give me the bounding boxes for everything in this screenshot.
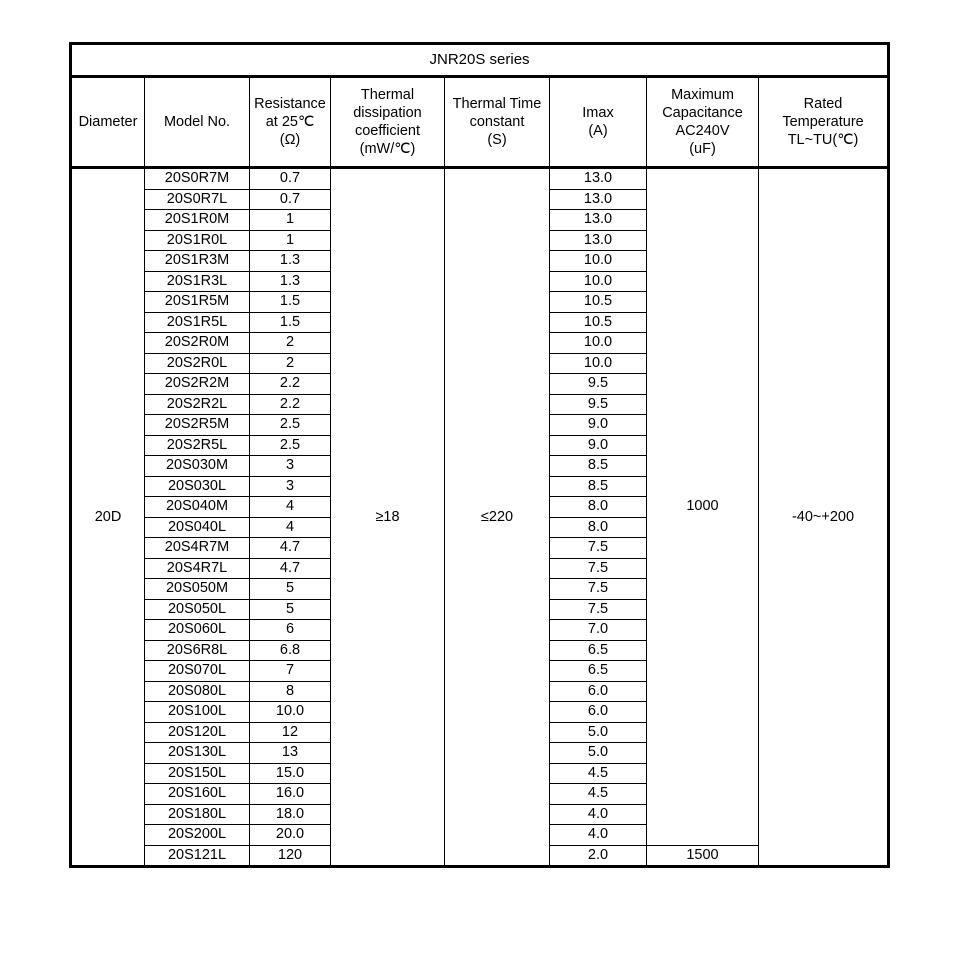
header-imax: Imax (A) xyxy=(550,77,647,168)
model-cell: 20S150L xyxy=(145,763,250,784)
imax-cell: 7.5 xyxy=(550,538,647,559)
resistance-cell: 2 xyxy=(250,333,331,354)
resistance-cell: 1.5 xyxy=(250,312,331,333)
model-cell: 20S121L xyxy=(145,845,250,867)
imax-cell: 10.0 xyxy=(550,353,647,374)
model-cell: 20S2R5L xyxy=(145,435,250,456)
resistance-cell: 12 xyxy=(250,722,331,743)
imax-cell: 7.5 xyxy=(550,599,647,620)
imax-cell: 8.5 xyxy=(550,476,647,497)
resistance-cell: 4 xyxy=(250,497,331,518)
imax-cell: 4.5 xyxy=(550,763,647,784)
imax-cell: 10.0 xyxy=(550,271,647,292)
model-cell: 20S1R0M xyxy=(145,210,250,231)
resistance-cell: 1.5 xyxy=(250,292,331,313)
capacitance-cell: 1000 xyxy=(647,168,759,846)
resistance-cell: 4.7 xyxy=(250,558,331,579)
model-cell: 20S1R5L xyxy=(145,312,250,333)
imax-cell: 9.5 xyxy=(550,394,647,415)
imax-cell: 6.0 xyxy=(550,702,647,723)
header-model: Model No. xyxy=(145,77,250,168)
imax-cell: 5.0 xyxy=(550,743,647,764)
resistance-cell: 2.5 xyxy=(250,415,331,436)
table-row xyxy=(71,168,889,190)
model-cell: 20S0R7L xyxy=(145,189,250,210)
spec-table xyxy=(69,42,890,868)
imax-cell: 10.5 xyxy=(550,312,647,333)
model-cell: 20S2R2L xyxy=(145,394,250,415)
resistance-cell: 18.0 xyxy=(250,804,331,825)
model-cell: 20S2R0L xyxy=(145,353,250,374)
resistance-cell: 4 xyxy=(250,517,331,538)
model-cell: 20S1R3M xyxy=(145,251,250,272)
resistance-cell: 4.7 xyxy=(250,538,331,559)
model-cell: 20S6R8L xyxy=(145,640,250,661)
model-cell: 20S1R3L xyxy=(145,271,250,292)
resistance-cell: 2 xyxy=(250,353,331,374)
imax-cell: 13.0 xyxy=(550,230,647,251)
resistance-cell: 0.7 xyxy=(250,168,331,190)
model-cell: 20S070L xyxy=(145,661,250,682)
imax-cell: 10.0 xyxy=(550,251,647,272)
resistance-cell: 15.0 xyxy=(250,763,331,784)
resistance-cell: 8 xyxy=(250,681,331,702)
header-time-constant: Thermal Time constant (S) xyxy=(445,77,550,168)
model-cell: 20S120L xyxy=(145,722,250,743)
model-cell: 20S100L xyxy=(145,702,250,723)
resistance-cell: 6 xyxy=(250,620,331,641)
model-cell: 20S160L xyxy=(145,784,250,805)
imax-cell: 13.0 xyxy=(550,189,647,210)
imax-cell: 5.0 xyxy=(550,722,647,743)
model-cell: 20S4R7M xyxy=(145,538,250,559)
dissipation-cell: ≥18 xyxy=(331,168,445,867)
model-cell: 20S050M xyxy=(145,579,250,600)
imax-cell: 10.0 xyxy=(550,333,647,354)
resistance-cell: 2.2 xyxy=(250,394,331,415)
resistance-cell: 10.0 xyxy=(250,702,331,723)
imax-cell: 9.5 xyxy=(550,374,647,395)
temperature-cell: -40~+200 xyxy=(759,168,889,867)
time-constant-cell: ≤220 xyxy=(445,168,550,867)
imax-cell: 6.5 xyxy=(550,661,647,682)
model-cell: 20S040M xyxy=(145,497,250,518)
imax-cell: 10.5 xyxy=(550,292,647,313)
imax-cell: 7.0 xyxy=(550,620,647,641)
capacitance-cell-last: 1500 xyxy=(647,845,759,867)
imax-cell: 4.0 xyxy=(550,804,647,825)
imax-cell: 4.0 xyxy=(550,825,647,846)
imax-cell: 9.0 xyxy=(550,415,647,436)
model-cell: 20S2R5M xyxy=(145,415,250,436)
resistance-cell: 7 xyxy=(250,661,331,682)
header-capacitance: Maximum Capacitance AC240V (uF) xyxy=(647,77,759,168)
resistance-cell: 1 xyxy=(250,210,331,231)
resistance-cell: 2.2 xyxy=(250,374,331,395)
model-cell: 20S4R7L xyxy=(145,558,250,579)
resistance-cell: 1.3 xyxy=(250,271,331,292)
resistance-cell: 1.3 xyxy=(250,251,331,272)
header-resistance: Resistance at 25℃ (Ω) xyxy=(250,77,331,168)
resistance-cell: 120 xyxy=(250,845,331,867)
model-cell: 20S1R0L xyxy=(145,230,250,251)
resistance-cell: 1 xyxy=(250,230,331,251)
model-cell: 20S030L xyxy=(145,476,250,497)
header-temperature: Rated Temperature TL~TU(℃) xyxy=(759,77,889,168)
model-cell: 20S1R5M xyxy=(145,292,250,313)
model-cell: 20S2R0M xyxy=(145,333,250,354)
model-cell: 20S060L xyxy=(145,620,250,641)
model-cell: 20S2R2M xyxy=(145,374,250,395)
resistance-cell: 0.7 xyxy=(250,189,331,210)
header-dissipation: Thermal dissipation coefficient (mW/℃) xyxy=(331,77,445,168)
imax-cell: 2.0 xyxy=(550,845,647,867)
table-body xyxy=(71,168,889,867)
model-cell: 20S130L xyxy=(145,743,250,764)
resistance-cell: 5 xyxy=(250,599,331,620)
imax-cell: 6.5 xyxy=(550,640,647,661)
resistance-cell: 3 xyxy=(250,476,331,497)
imax-cell: 8.5 xyxy=(550,456,647,477)
resistance-cell: 6.8 xyxy=(250,640,331,661)
table-title: JNR20S series xyxy=(71,44,889,77)
model-cell: 20S050L xyxy=(145,599,250,620)
model-cell: 20S180L xyxy=(145,804,250,825)
resistance-cell: 2.5 xyxy=(250,435,331,456)
diameter-cell: 20D xyxy=(71,168,145,867)
model-cell: 20S080L xyxy=(145,681,250,702)
resistance-cell: 3 xyxy=(250,456,331,477)
resistance-cell: 13 xyxy=(250,743,331,764)
resistance-cell: 16.0 xyxy=(250,784,331,805)
imax-cell: 4.5 xyxy=(550,784,647,805)
imax-cell: 13.0 xyxy=(550,210,647,231)
header-diameter: Diameter xyxy=(71,77,145,168)
imax-cell: 7.5 xyxy=(550,579,647,600)
imax-cell: 6.0 xyxy=(550,681,647,702)
imax-cell: 7.5 xyxy=(550,558,647,579)
resistance-cell: 20.0 xyxy=(250,825,331,846)
imax-cell: 9.0 xyxy=(550,435,647,456)
resistance-cell: 5 xyxy=(250,579,331,600)
model-cell: 20S200L xyxy=(145,825,250,846)
model-cell: 20S0R7M xyxy=(145,168,250,190)
model-cell: 20S040L xyxy=(145,517,250,538)
model-cell: 20S030M xyxy=(145,456,250,477)
imax-cell: 8.0 xyxy=(550,497,647,518)
imax-cell: 8.0 xyxy=(550,517,647,538)
imax-cell: 13.0 xyxy=(550,168,647,190)
